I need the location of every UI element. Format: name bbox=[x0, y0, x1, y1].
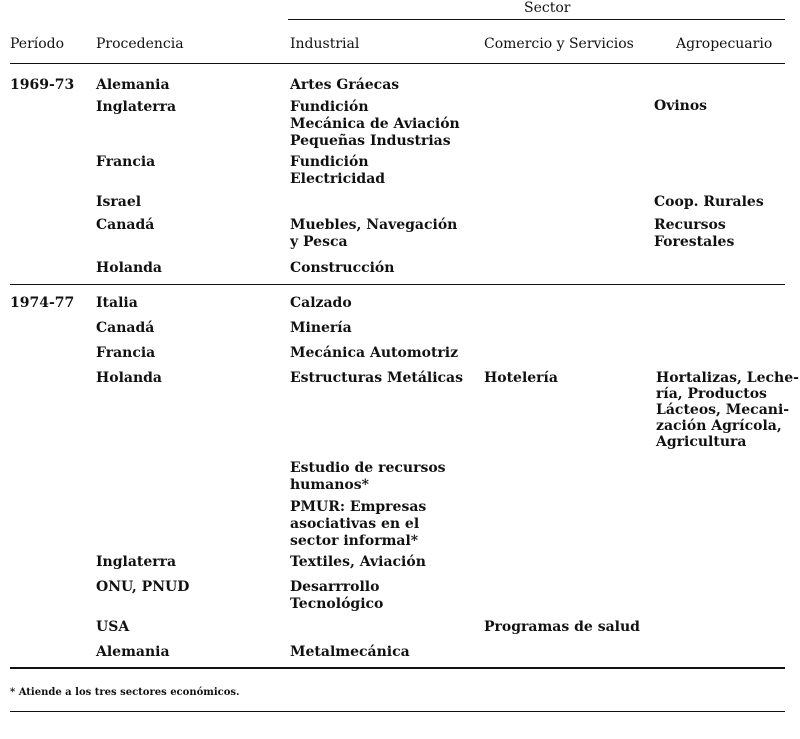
row-industrial: Estructuras Metálicas bbox=[290, 370, 464, 386]
footnote: * Atiende a los tres sectores económicos. bbox=[10, 687, 240, 698]
row-procedencia: ONU, PNUD bbox=[96, 579, 190, 595]
row-procedencia: Inglaterra bbox=[96, 554, 177, 570]
row-procedencia: Canadá bbox=[96, 320, 155, 336]
table-bottom-rule bbox=[10, 667, 785, 669]
row-industrial: Artes Gráecas bbox=[290, 77, 400, 93]
row-industrial: Fundición Electricidad bbox=[290, 154, 386, 187]
row-agropecuario: Ovinos bbox=[654, 98, 708, 114]
row-procedencia: Israel bbox=[96, 194, 142, 210]
row-agropecuario: Hortalizas, Leche- ría, Productos Lácteos, Mecani- zación Agrícola, Agricultura bbox=[656, 370, 799, 450]
row-industrial: Mecánica Automotriz bbox=[290, 345, 459, 361]
row-comercio: Hotelería bbox=[484, 370, 558, 386]
row-industrial: Construcción bbox=[290, 260, 395, 276]
row-industrial: PMUR: Empresas asociativas en el sector informal* bbox=[290, 499, 427, 549]
row-procedencia: Holanda bbox=[96, 370, 162, 386]
row-periodo: 1974-77 bbox=[10, 295, 75, 311]
row-procedencia: Inglaterra bbox=[96, 99, 177, 115]
row-procedencia: Francia bbox=[96, 345, 156, 361]
period-rule bbox=[10, 284, 785, 285]
col-header-industrial: Industrial bbox=[290, 36, 360, 52]
sector-header: Sector bbox=[524, 0, 571, 16]
row-procedencia: USA bbox=[96, 619, 130, 635]
row-industrial: Minería bbox=[290, 320, 352, 336]
row-industrial: Calzado bbox=[290, 295, 352, 311]
row-procedencia: Alemania bbox=[96, 644, 170, 660]
col-header-procedencia: Procedencia bbox=[96, 36, 184, 52]
row-agropecuario: Coop. Rurales bbox=[654, 194, 764, 210]
footnote-rule bbox=[10, 711, 785, 712]
row-industrial: Muebles, Navegación y Pesca bbox=[290, 217, 458, 250]
row-procedencia: Italia bbox=[96, 295, 138, 311]
col-header-comercio: Comercio y Servicios bbox=[484, 36, 634, 52]
row-industrial: Textiles, Aviación bbox=[290, 554, 426, 570]
row-industrial: Metalmecánica bbox=[290, 644, 410, 660]
row-agropecuario: Recursos Forestales bbox=[654, 217, 735, 250]
row-industrial: Estudio de recursos humanos* bbox=[290, 460, 446, 493]
col-header-agropecuario: Agropecuario bbox=[676, 36, 773, 52]
row-comercio: Programas de salud bbox=[484, 619, 640, 635]
row-procedencia: Francia bbox=[96, 154, 156, 170]
row-periodo: 1969-73 bbox=[10, 77, 75, 93]
header-rule bbox=[10, 63, 785, 64]
row-industrial: Desarrrollo Tecnológico bbox=[290, 579, 384, 612]
sector-rule bbox=[288, 19, 785, 20]
col-header-periodo: Período bbox=[10, 36, 65, 52]
row-procedencia: Holanda bbox=[96, 260, 162, 276]
row-industrial: Fundición Mecánica de Aviación Pequeñas Industrias bbox=[290, 99, 460, 149]
row-procedencia: Canadá bbox=[96, 217, 155, 233]
row-procedencia: Alemania bbox=[96, 77, 170, 93]
